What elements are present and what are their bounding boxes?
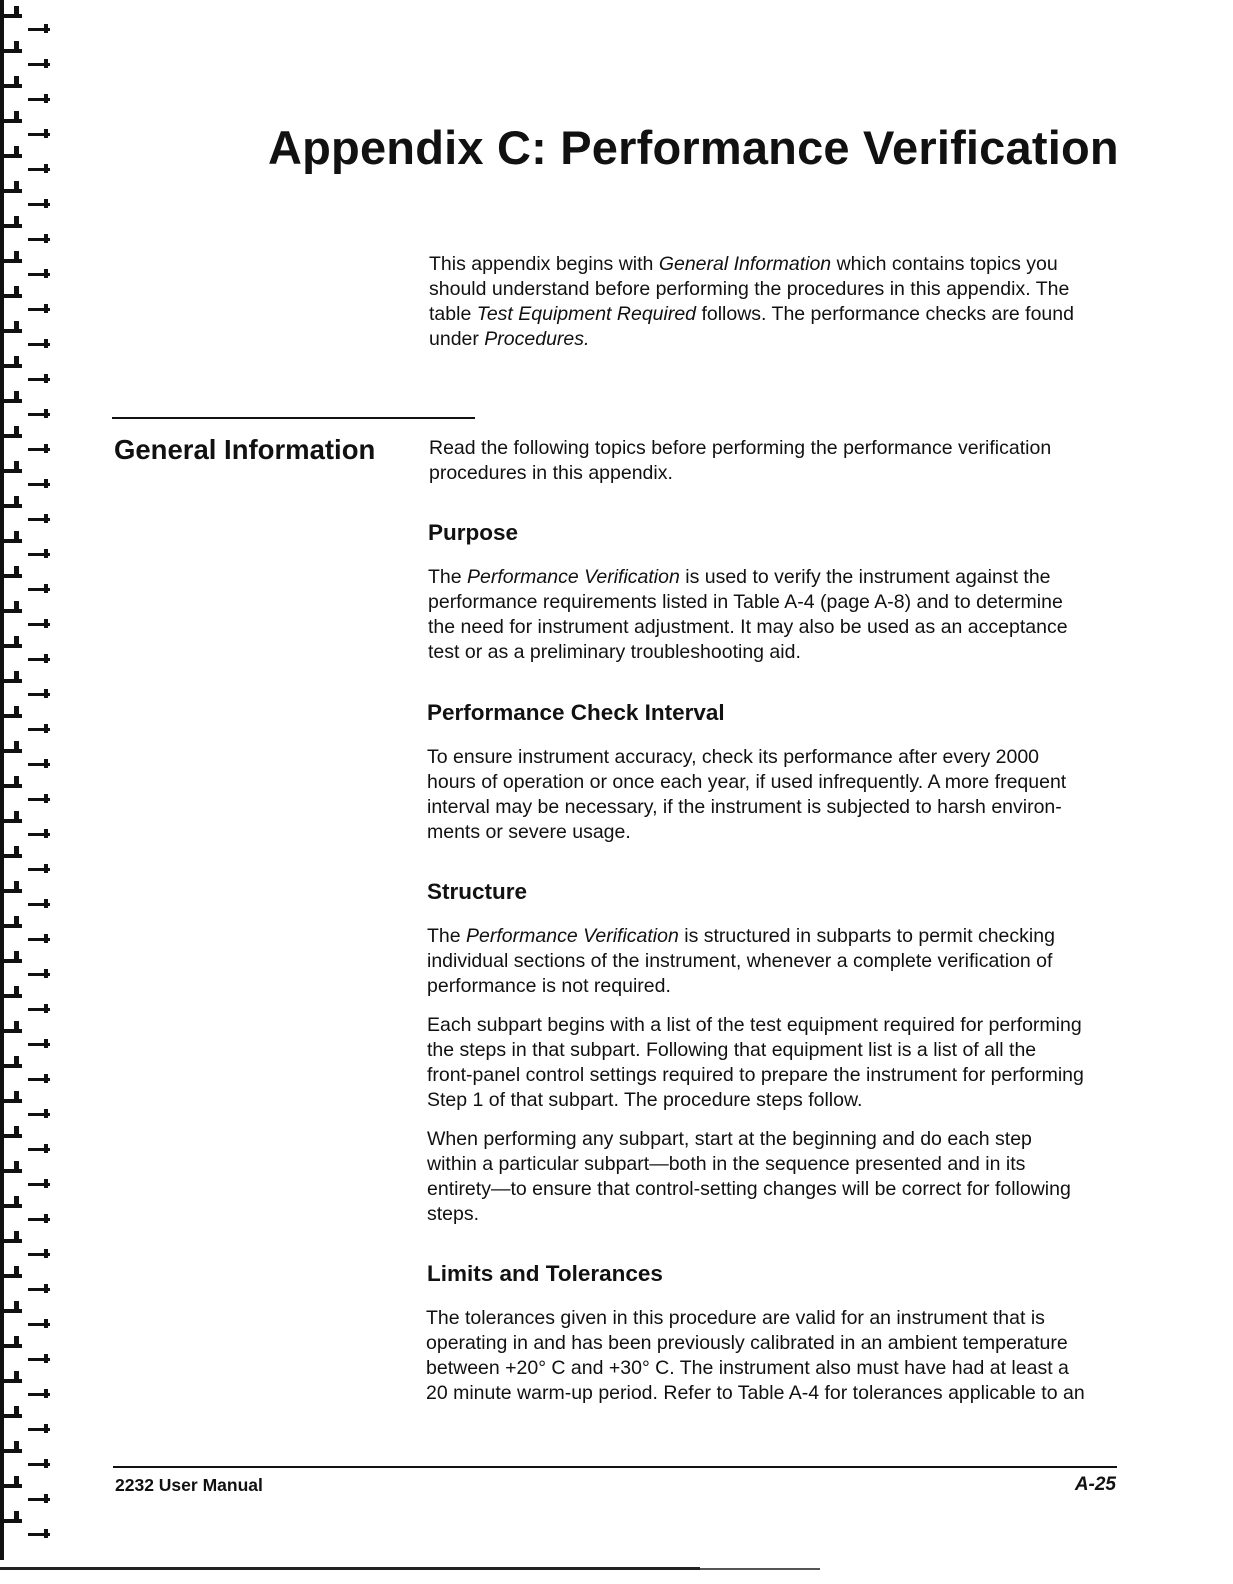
text-line: procedures in this appendix. [429,462,673,484]
text-line: Read the following topics before performing the performance verification [429,437,1052,459]
subsection-heading-structure: Structure [427,879,528,904]
footer-page-number: A-25 [1074,1474,1116,1495]
text-line: between +20° C and +30° C. The instrument also must have had at least a [426,1357,1069,1379]
text-line: test or as a preliminary troubleshooting aid. [428,641,801,663]
intro-paragraph [429,252,1074,352]
emphasis-text: Performance Verification [467,566,680,588]
emphasis-text: Procedures. [484,328,590,350]
text-line: the steps in that subpart. Following that equipment list is a list of all the [427,1039,1037,1061]
text-line: 20 minute warm-up period. Refer to Table A-4 for tolerances applicable to an [426,1382,1085,1404]
text-line: To ensure instrument accuracy, check its performance after every 2000 [427,746,1040,768]
text-line: within a particular subpart—both in the sequence presented and in its [427,1153,1026,1175]
text-line: Step 1 of that subpart. The procedure steps follow. [427,1089,863,1111]
text-line: entirety—to ensure that control-setting changes will be correct for following [427,1178,1071,1200]
structure-paragraph-1 [427,924,1055,999]
text-line: This appendix begins with General Information which contains topics you [429,253,1058,275]
footer-manual-title: 2232 User Manual [115,1475,263,1495]
emphasis-text: Performance Verification [466,925,679,947]
text-line: individual sections of the instrument, whenever a complete verification of [427,950,1053,972]
text-line: When performing any subpart, start at the beginning and do each step [427,1128,1032,1150]
text-line: ments or severe usage. [427,821,631,843]
section-divider [112,417,475,419]
footer-divider [113,1466,1117,1468]
subsection-heading-performance-check-interval: Performance Check Interval [427,700,725,725]
limits-paragraph [426,1306,1085,1406]
spiral-binding-strip [0,0,58,1560]
text-line: the need for instrument adjustment. It may also be used as an acceptance [428,616,1068,638]
text-line: under Procedures. [429,328,590,350]
text-line: hours of operation or once each year, if used infrequently. A more frequent [427,771,1067,793]
text-line: should understand before performing the procedures in this appendix. The [429,278,1070,300]
structure-paragraph-3 [427,1127,1071,1227]
text-line: performance is not required. [427,975,671,997]
page-title: Appendix C: Performance Verification [268,121,1119,174]
interval-paragraph [427,745,1066,845]
text-line: operating in and has been previously calibrated in an ambient temperature [426,1332,1068,1354]
text-line: The Performance Verification is used to verify the instrument against the [428,566,1051,588]
text-line: steps. [427,1203,480,1225]
structure-paragraph-2 [427,1013,1084,1113]
text-line: The tolerances given in this procedure are valid for an instrument that is [426,1307,1045,1329]
text-line: front-panel control settings required to prepare the instrument for performing [427,1064,1084,1086]
text-line: The Performance Verification is structured in subparts to permit checking [427,925,1055,947]
subsection-heading-limits-and-tolerances: Limits and Tolerances [427,1261,663,1286]
text-line: Each subpart begins with a list of the test equipment required for performing [427,1014,1082,1036]
emphasis-text: Test Equipment Required [476,303,697,325]
scanned-page-edge [0,1565,1233,1575]
section-heading-general-information: General Information [114,434,376,465]
text-line: table Test Equipment Required follows. The performance checks are found [429,303,1074,325]
text-line: performance requirements listed in Table A-4 (page A-8) and to determine [428,591,1063,613]
emphasis-text: General Information [658,253,832,275]
subsection-heading-purpose: Purpose [428,520,519,545]
section-lead-paragraph [429,436,1051,486]
text-line: interval may be necessary, if the instrument is subjected to harsh environ- [427,796,1062,818]
purpose-paragraph [428,565,1068,665]
